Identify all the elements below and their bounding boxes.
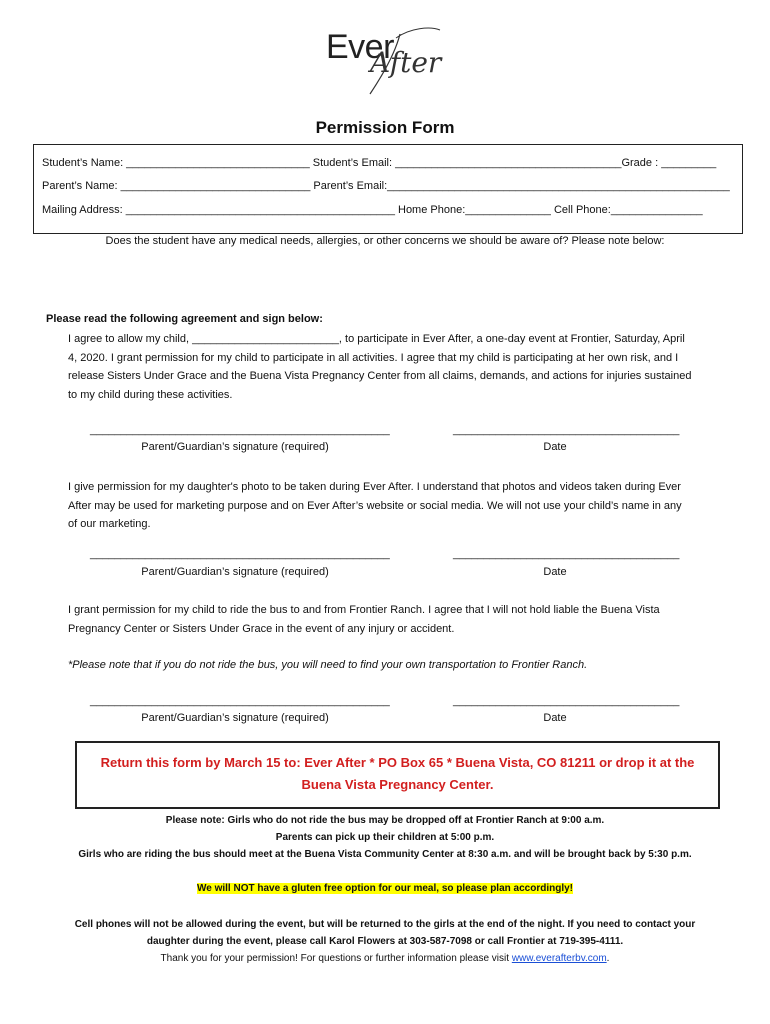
paragraph-line: to my child during these activities. [68, 388, 233, 401]
return-line-2: Buena Vista Pregnancy Center. [301, 777, 494, 792]
thanks-period: . [606, 953, 610, 964]
paragraph-line: Pregnancy Center or Sisters Under Grace in the event of any injury or accident. [68, 622, 455, 635]
ever-after-logo [300, 20, 470, 100]
paragraph-line: 4, 2020. I grant permission for my child to participate in all activities. I agree that my child is participating at her own risk, and I [68, 351, 679, 364]
page-title: Permission Form [315, 118, 455, 137]
thanks-note [0, 950, 770, 967]
return-line-1: Return this form by March 15 to: Ever After * PO Box 65 * Buena Vista, CO 81211 or drop it at the [100, 755, 695, 770]
paragraph-line: I agree to allow my child, ________________________, to participate in Ever After, a one-day event at Frontier, Saturday, April [68, 333, 685, 345]
dropoff-note: Please note: Girls who do not ride the bus may be dropped off at Frontier Ranch at 9:00 a.m. [165, 815, 605, 826]
date-line-2[interactable]: _____________________________________ [453, 548, 680, 560]
parent-name-email-field[interactable]: Parent’s Name: _______________________________ Parent’s Email:________________________________________________________ [42, 180, 730, 192]
date-label: Date [543, 566, 567, 578]
paragraph-line: After may be used for marketing purpose and on Ever After’s website or social media. We will not use your child’s name in any [68, 499, 682, 512]
paragraph-line: I grant permission for my child to ride the bus to and from Frontier Ranch. I agree that I will not hold liable the Buena Vista [68, 604, 660, 616]
date-line-1[interactable]: _____________________________________ [453, 424, 680, 436]
website-link[interactable]: www.everafterbv.com [511, 953, 607, 964]
thanks-text: Thank you for your permission! For questions or further information please visit [160, 953, 512, 964]
guardian-signature-line-3[interactable]: _________________________________________________ [90, 695, 390, 707]
logo-ever-text: Ever [326, 28, 394, 66]
date-line-3[interactable]: _____________________________________ [453, 695, 680, 707]
date-label: Date [543, 712, 567, 724]
agreement-paragraph-2 [68, 478, 730, 534]
logo-after-text: After [370, 46, 442, 79]
agreement-paragraph-1 [68, 330, 730, 404]
paragraph-line: release Sisters Under Grace and the Buena Vista Pregnancy Center from all claims, demands, and actions for injuries sustained [68, 370, 692, 382]
bus-note: *Please note that if you do not ride the bus, you will need to find your own transportation to Frontier Ranch. [68, 659, 588, 671]
bus-meet-note: Girls who are riding the bus should meet at the Buena Vista Community Center at 8:30 a.m. and will be brought back by 5:30 p.m. [78, 849, 692, 860]
return-instructions-text [77, 743, 718, 796]
student-info-box [33, 144, 743, 234]
student-name-email-grade-field[interactable]: Student’s Name: ______________________________ Student’s Email: _____________________________________Grade : _________ [42, 157, 717, 169]
guardian-signature-label: Parent/Guardian’s signature (required) [141, 441, 329, 453]
gluten-note-wrap [0, 880, 770, 897]
guardian-signature-label: Parent/Guardian’s signature (required) [141, 712, 329, 724]
medical-question: Does the student have any medical needs, allergies, or other concerns we should be aware of? Please note below: [105, 235, 665, 247]
cell-phone-note-2: daughter during the event, please call Karol Flowers at 303-587-7098 or call Frontier at 719-395-4111. [146, 936, 624, 947]
guardian-signature-line-2[interactable]: _________________________________________________ [90, 548, 390, 560]
agreement-heading: Please read the following agreement and sign below: [46, 313, 323, 325]
paragraph-line: I give permission for my daughter's photo to be taken during Ever After. I understand that photos and videos taken during Ever [68, 481, 681, 493]
paragraph-line: of our marketing. [68, 518, 151, 530]
guardian-signature-label: Parent/Guardian’s signature (required) [141, 566, 329, 578]
cell-phone-note-1: Cell phones will not be allowed during the event, but will be returned to the girls at the end of the night. If you need to contact your [74, 919, 696, 930]
guardian-signature-line-1[interactable]: _________________________________________________ [90, 424, 390, 436]
pickup-note: Parents can pick up their children at 5:00 p.m. [275, 832, 495, 843]
return-instructions-box [75, 741, 720, 809]
agreement-paragraph-3 [68, 601, 730, 638]
address-phone-field[interactable]: Mailing Address: ____________________________________________ Home Phone:______________ Cell Phone:_______________ [42, 204, 703, 216]
gluten-note: We will NOT have a gluten free option for our meal, so please plan accordingly! [196, 883, 573, 894]
date-label: Date [543, 441, 567, 453]
